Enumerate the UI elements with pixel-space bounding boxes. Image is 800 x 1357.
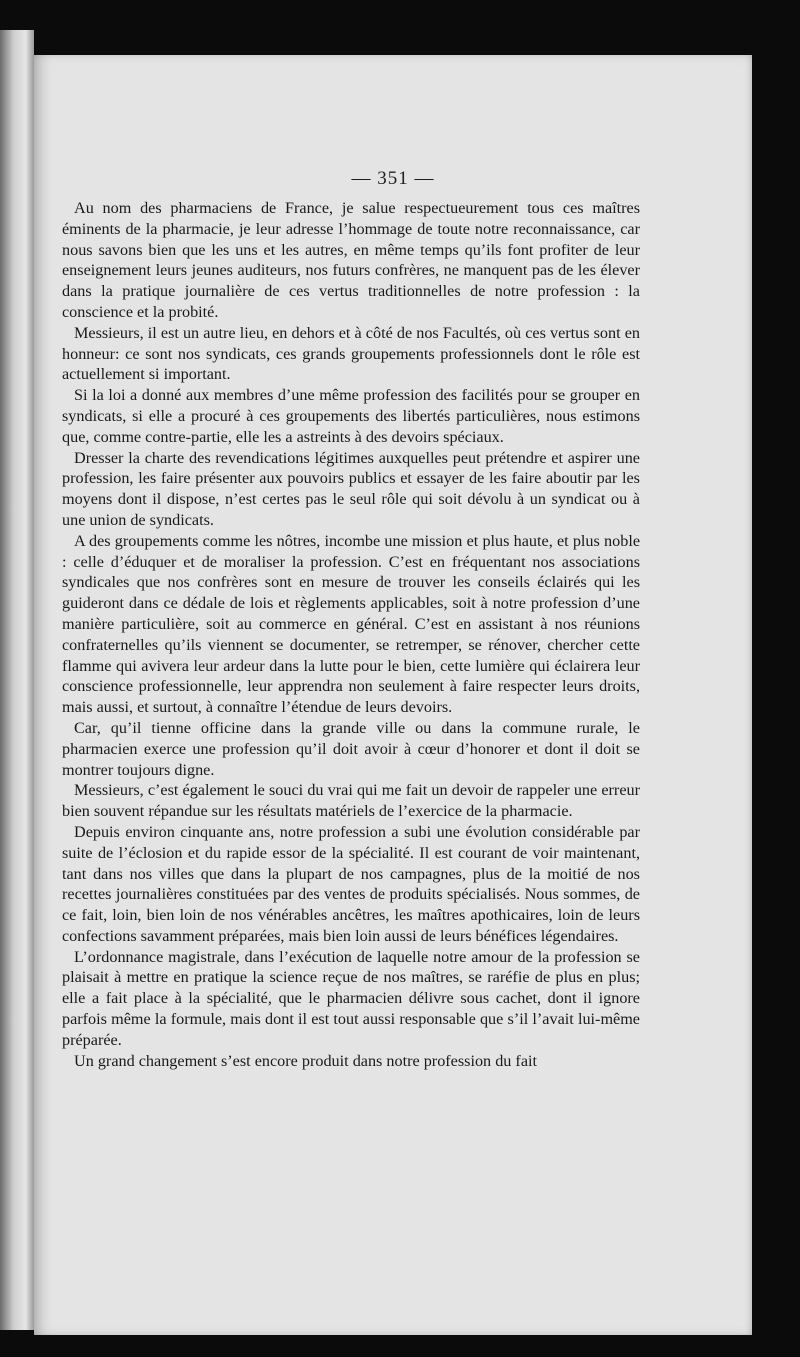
paragraph: Depuis environ cinquante ans, notre profession a subi une évolution considérable par suite de l’éclosion et du rapide essor de la spécialité. Il est courant de voir maintenant, tant dans nos villes que dans la plupart de nos campagnes, plus de la moitié de nos recettes journalières constituées par des ventes de produits spécialisés. Nous sommes, de ce fait, loin, bien loin de nos vénérables ancêtres, les maîtres apothicaires, loin de leurs confections savamment préparées, mais bien loin aussi de leurs bénéfices légendaires. xyxy=(62,822,640,945)
paragraph: Dresser la charte des revendications légitimes auxquelles peut prétendre et aspirer une profession, les faire présenter aux pouvoirs publics et essayer de les faire aboutir par les moyens dont il dispose, n’est certes pas le seul rôle qui soit dévolu à un syndicat ou à une union de syndicats. xyxy=(62,448,640,529)
paragraph: Messieurs, il est un autre lieu, en dehors et à côté de nos Facultés, où ces vertus sont en honneur: ce sont nos syndicats, ces grands groupements professionnels dont le rôle est actuellement si important. xyxy=(62,323,640,384)
body-text xyxy=(62,198,640,1071)
paragraph: A des groupements comme les nôtres, incombe une mission et plus haute, et plus noble : celle d’éduquer et de moraliser la profession. C’est en fréquentant nos associations syndicales que nos confrères sont en mesure de trouver les conseils éclairés qui les guideront dans ce dédale de lois et règlements applicables, soit à notre profession d’une manière particulière, soit au commerce en général. C’est en assistant à nos réunions confraternelles qu’ils viennent se documenter, se retremper, se rénover, chercher cette flamme qui avivera leur ardeur dans la lutte pour le bien, cette lumière qui éclairera leur conscience professionnelle, leur apprendra non seulement à faire respecter leurs droits, mais aussi, et surtout, à connaître l’étendue de leurs devoirs. xyxy=(62,531,640,717)
book-binding-edge xyxy=(0,30,34,1330)
document-page xyxy=(34,55,752,1335)
paragraph: Car, qu’il tienne officine dans la grande ville ou dans la commune rurale, le pharmacien exerce une profession qu’il doit avoir à cœur d’honorer et dont il doit se montrer toujours digne. xyxy=(62,718,640,779)
paragraph: Un grand changement s’est encore produit dans notre profession du fait xyxy=(74,1051,538,1070)
page-number: — 351 — xyxy=(351,168,435,189)
paragraph: Si la loi a donné aux membres d’une même profession des facilités pour se grouper en syndicats, si elle a procuré à ces groupements des libertés particulières, nous estimons que, comme contre-partie, elle les a astreints à des devoirs spéciaux. xyxy=(62,386,640,446)
paragraph: Messieurs, c’est également le souci du vrai qui me fait un devoir de rappeler une erreur bien souvent répandue sur les résultats matériels de l’exercice de la pharmacie. xyxy=(62,781,640,821)
paragraph: L’ordonnance magistrale, dans l’exécution de laquelle notre amour de la profession se plaisait à mettre en pratique la science reçue de nos maîtres, se raréfie de plus en plus; elle a fait place à la spécialité, que le pharmacien délivre sous cachet, dont il ignore parfois même la formule, mais dont il est tout aussi responsable que s’il l’avait lui-même préparée. xyxy=(62,947,640,1049)
paragraph: Au nom des pharmaciens de France, je salue respectueurement tous ces maîtres éminents de la pharmacie, je leur adresse l’hommage de toute notre reconnaissance, car nous savons bien que les uns et les autres, en même temps qu’ils font profiter de leur enseignement leurs jeunes auditeurs, nos futurs confrères, ne manquent pas de les élever dans la pratique journalière de ces vertus traditionnelles de notre profession : la conscience et la probité. xyxy=(62,199,640,321)
